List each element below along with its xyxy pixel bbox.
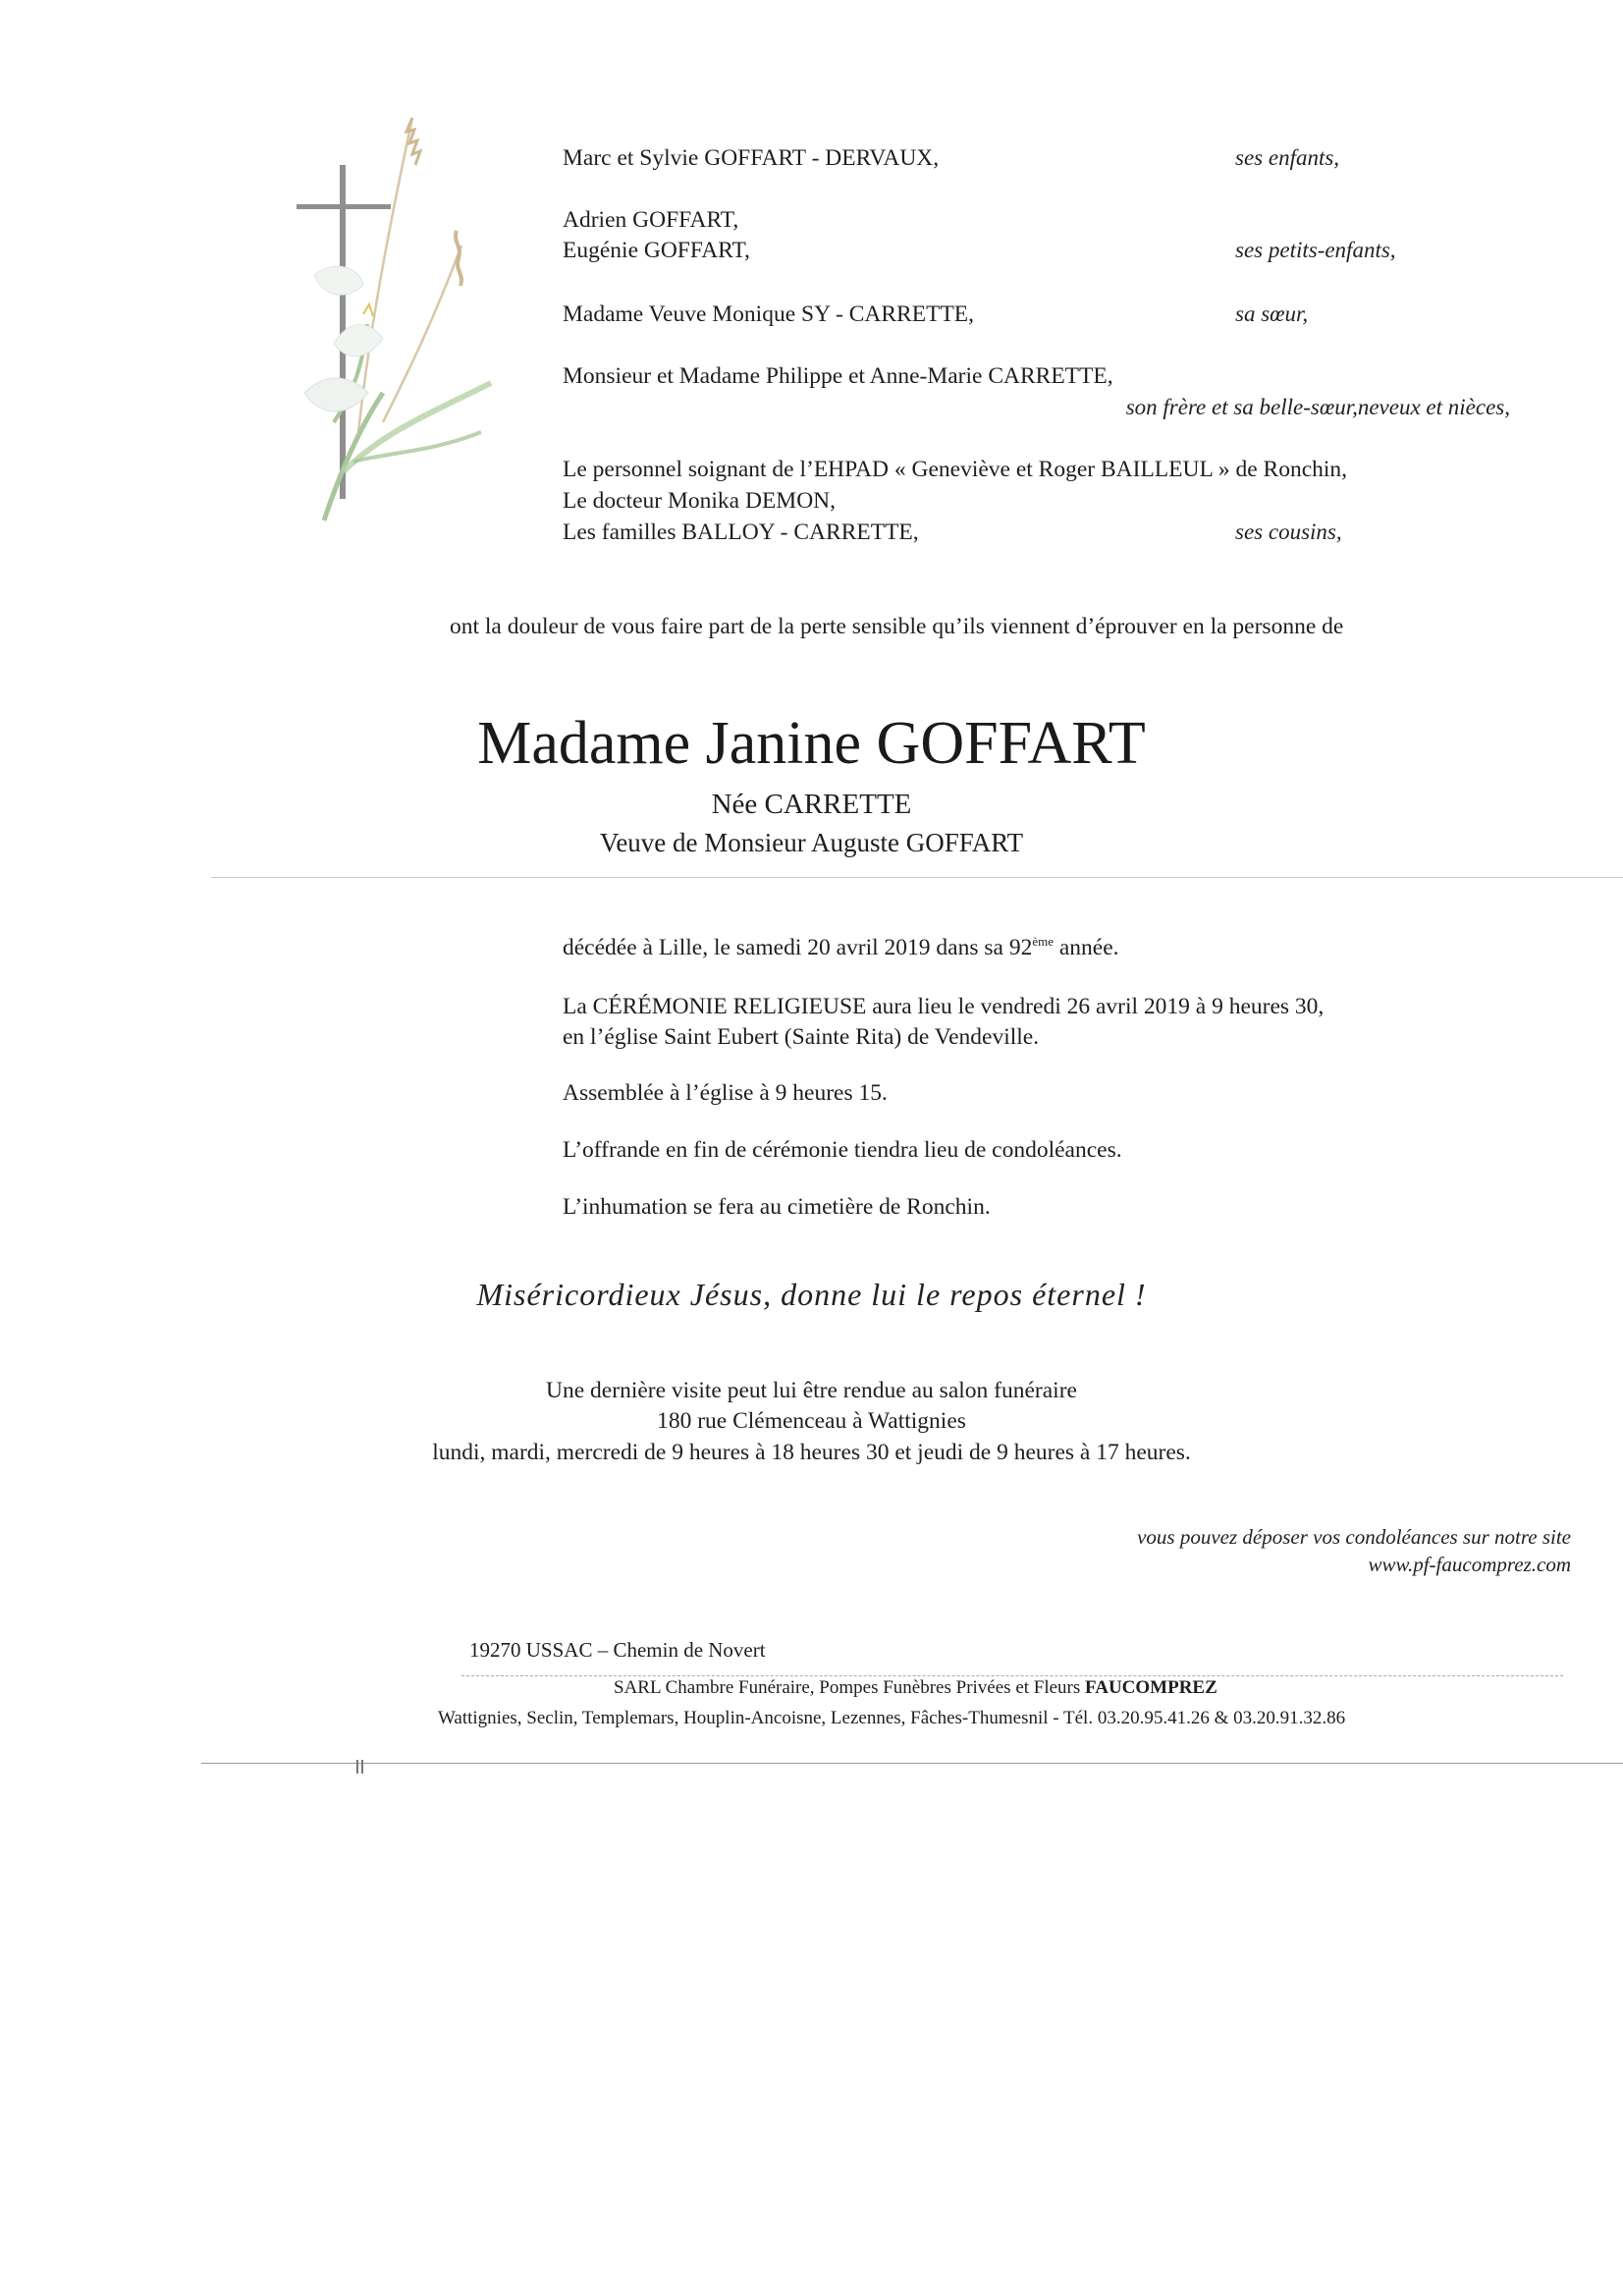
offering-note: L’offrande en fin de cérémonie tiendra lieu de condoléances. xyxy=(563,1137,1122,1163)
footer-company xyxy=(614,1677,1217,1699)
visit-line-2: 180 rue Clémenceau à Wattignies xyxy=(657,1408,966,1434)
footer-towns-phone: Wattignies, Seclin, Templemars, Houplin-Ancoisne, Lezennes, Fâches-Thumesnil - Tél. 03.20.95.41.26 & 03.20.91.32.86 xyxy=(438,1708,1346,1728)
website-link[interactable]: www.pf-faucomprez.com xyxy=(1368,1553,1571,1576)
death-notice xyxy=(563,935,1119,961)
ceremony-line-2: en l’église Saint Eubert (Sainte Rita) de Vendeville. xyxy=(563,1024,1040,1050)
condolence-note: vous pouvez déposer vos condoléances sur notre site xyxy=(1137,1525,1571,1549)
family-brother-name: Monsieur et Madame Philippe et Anne-Marie CARRETTE, xyxy=(563,363,1113,389)
family-doctor-name: Le docteur Monika DEMON, xyxy=(563,488,837,514)
burial-note: L’inhumation se fera au cimetière de Ronchin. xyxy=(563,1194,991,1220)
announcement-text: ont la douleur de vous faire part de la perte sensible qu’ils viennent d’éprouver en la personne de xyxy=(450,614,1344,639)
page-divider xyxy=(211,877,1623,878)
footer-divider xyxy=(461,1675,1563,1676)
family-sister-name: Madame Veuve Monique SY - CARRETTE, xyxy=(563,301,975,327)
family-grandchildren-relation: ses petits-enfants, xyxy=(1235,238,1396,262)
footer-address: 19270 USSAC – Chemin de Novert xyxy=(469,1638,766,1662)
footer-company-text: SARL Chambre Funéraire, Pompes Funèbres Privées et Fleurs xyxy=(614,1677,1086,1698)
assembly-time: Assemblée à l’église à 9 heures 15. xyxy=(563,1080,888,1106)
death-notice-text: décédée à Lille, le samedi 20 avril 2019 dans sa 92 xyxy=(563,935,1033,960)
family-cousins-relation: ses cousins, xyxy=(1235,519,1342,544)
visit-line-1: Une dernière visite peut lui être rendue au salon funéraire xyxy=(546,1378,1077,1403)
family-brother-relation: son frère et sa belle-sœur,neveux et nièces, xyxy=(1125,395,1510,419)
family-grandchild-name: Eugénie GOFFART, xyxy=(563,238,750,263)
family-cousins-name: Les familles BALLOY - CARRETTE, xyxy=(563,519,919,545)
family-children-name: Marc et Sylvie GOFFART - DERVAUX, xyxy=(563,145,940,171)
footer-company-brand: FAUCOMPREZ xyxy=(1085,1677,1217,1698)
prayer-line: Miséricordieux Jésus, donne lui le repos éternel ! xyxy=(476,1277,1147,1312)
death-notice-end: année. xyxy=(1053,935,1119,960)
ordinal-suffix: ème xyxy=(1032,934,1054,950)
family-staff-name: Le personnel soignant de l’EHPAD « Geneviève et Roger BAILLEUL » de Ronchin, xyxy=(563,457,1348,482)
ceremony-line-1: La CÉRÉMONIE RELIGIEUSE aura lieu le vendredi 26 avril 2019 à 9 heures 30, xyxy=(563,994,1325,1019)
visit-line-3: lundi, mardi, mercredi de 9 heures à 18 heures 30 et jeudi de 9 heures à 17 heures. xyxy=(432,1440,1191,1465)
deceased-name: Madame Janine GOFFART xyxy=(477,710,1146,777)
family-children-relation: ses enfants, xyxy=(1235,145,1340,170)
bottom-divider xyxy=(201,1763,1623,1764)
scan-mark xyxy=(356,1760,363,1774)
cross-icon xyxy=(265,98,501,530)
deceased-widow-line: Veuve de Monsieur Auguste GOFFART xyxy=(599,828,1024,857)
cross-lily-illustration xyxy=(265,98,501,530)
deceased-maiden-name: Née CARRETTE xyxy=(711,789,912,820)
family-grandchild-name: Adrien GOFFART, xyxy=(563,207,739,233)
family-sister-relation: sa sœur, xyxy=(1235,301,1309,326)
